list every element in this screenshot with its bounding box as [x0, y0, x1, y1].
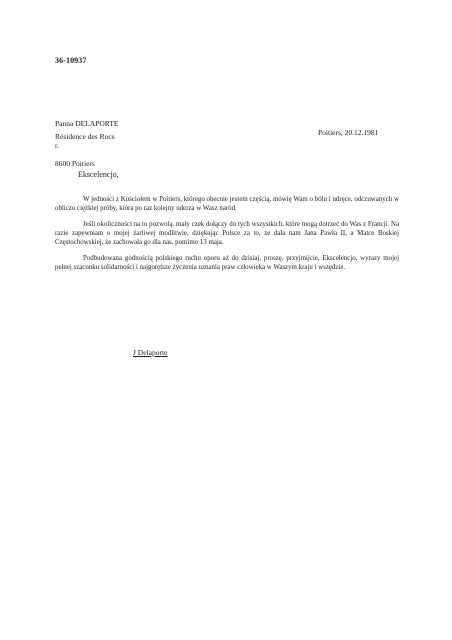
sender-address-line1: Résidence des Rocs [55, 131, 115, 141]
body-paragraph-2: Jeśli okoliczności na to pozwolą, mały czek dołączy do tych wszystkich, które mogą dotrzeć do Was z Francji. Na razie zapewniam o mojej żarliwej modlitwie, dziękując Polsce za to, że dała nam Jana Pawła II, a Matce Boskiej Częstochowskiej, że zachowała go dla nas, pomimo 13 maja. [55, 221, 399, 246]
salutation: Ekscelencjo, [78, 170, 119, 179]
body-paragraph-3: Podbudowana godnością polskiego ruchu oporu aż do dzisiaj, proszę, przyjmijcie, Ekscelencjo, wyrazy mojej pełnej szacunku solidarności i najgorętsze życzenia uznania praw człowieka w Waszym kraju i wszędzie. [55, 255, 399, 271]
sender-address-line2: r. [55, 141, 59, 150]
sender-name: Panna DELAPORTE [55, 119, 119, 128]
body-paragraph-1: W jedności z Kościołem w Poitiers, którego obecnie jestem częścią, mówię Wam o bólu i udręce, odczuwanych w obliczu ciężkiej próby, która po raz kolejny uderza w Wasz naród. [55, 196, 399, 212]
place-and-date: Poitiers, 20.12.1981 [318, 128, 379, 137]
sender-address-block [55, 119, 119, 168]
document-reference-number: 36-10937 [55, 56, 87, 65]
signature: J Delaporte [133, 348, 168, 357]
sender-city: 8600 Poitiers [55, 158, 95, 168]
letter-body [55, 195, 399, 279]
